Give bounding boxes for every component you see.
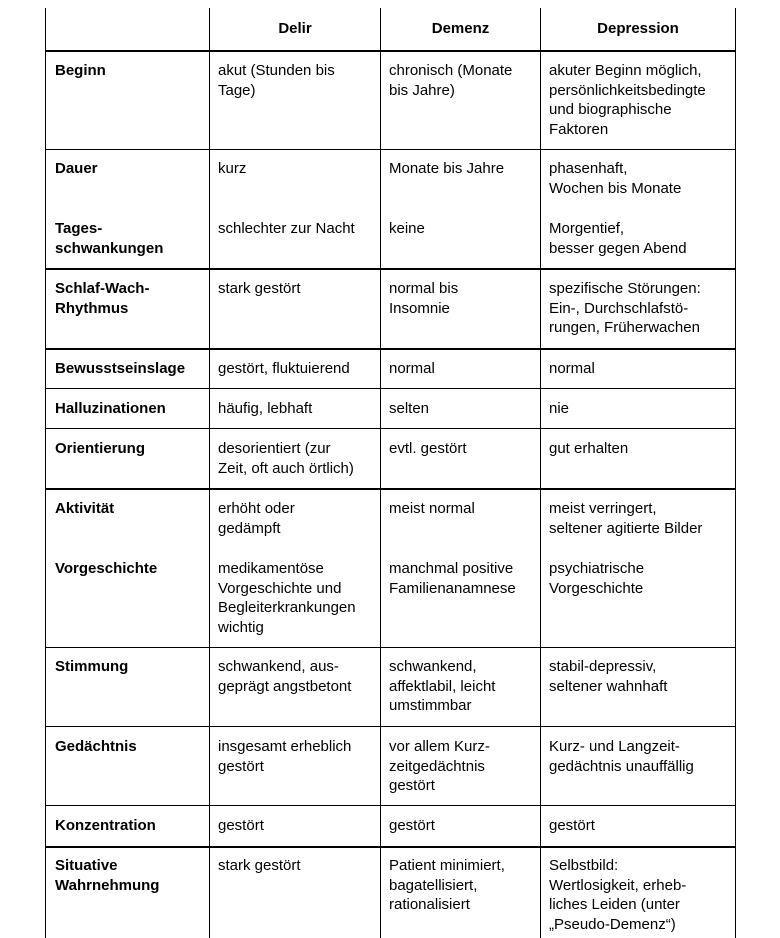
cell-demenz: Monate bis Jahre bbox=[389, 160, 505, 177]
cell-delir: medikamentöse Vorgeschichte und Begleiterkrankungen wichtig bbox=[218, 560, 356, 636]
cell-delir: gestört bbox=[218, 817, 264, 834]
row-label: Orientierung bbox=[55, 440, 146, 457]
cell-depression: gestört bbox=[549, 817, 595, 834]
row-label: Vorgeschichte bbox=[55, 560, 158, 577]
cell-demenz: normal bbox=[389, 360, 435, 377]
cell-demenz: vor allem Kurz- zeitgedächtnis gestört bbox=[389, 738, 490, 794]
row-label: Tages- schwankungen bbox=[55, 220, 164, 257]
cell-demenz: selten bbox=[389, 400, 430, 417]
cell-demenz: gestört bbox=[389, 817, 435, 834]
cell-delir: stark gestört bbox=[218, 857, 301, 874]
cell-delir: gestört, fluktuierend bbox=[218, 360, 350, 377]
cell-demenz: evtl. gestört bbox=[389, 440, 467, 457]
cell-delir: insgesamt erheblich gestört bbox=[218, 738, 352, 775]
cell-delir: schwankend, aus- geprägt angstbetont bbox=[218, 658, 352, 695]
cell-depression: meist verringert, seltener agitierte Bilder bbox=[549, 500, 703, 537]
column-divider bbox=[209, 8, 210, 938]
cell-depression: phasenhaft, Wochen bis Monate bbox=[549, 160, 682, 197]
row-label: Gedächtnis bbox=[55, 738, 137, 755]
column-divider bbox=[540, 8, 541, 938]
cell-depression: Morgentief, besser gegen Abend bbox=[549, 220, 687, 257]
cell-demenz: chronisch (Monate bis Jahre) bbox=[389, 62, 513, 99]
row-divider bbox=[46, 726, 735, 727]
row-label: Stimmung bbox=[55, 658, 129, 675]
cell-demenz: manchmal positive Familienanamnese bbox=[389, 560, 516, 597]
cell-depression: nie bbox=[549, 400, 570, 417]
row-divider bbox=[46, 647, 735, 648]
cell-depression: gut erhalten bbox=[549, 440, 629, 457]
row-divider bbox=[46, 149, 735, 150]
comparison-table bbox=[45, 8, 736, 938]
row-divider bbox=[46, 388, 735, 389]
row-divider bbox=[46, 488, 735, 490]
cell-delir: stark gestört bbox=[218, 280, 301, 297]
row-label: Dauer bbox=[55, 160, 98, 177]
cell-demenz: schwankend, affektlabil, leicht umstimmbar bbox=[389, 658, 496, 714]
cell-depression: stabil-depressiv, seltener wahnhaft bbox=[549, 658, 668, 695]
row-divider bbox=[46, 846, 735, 848]
row-label: Schlaf-Wach- Rhythmus bbox=[55, 280, 150, 317]
row-divider bbox=[46, 348, 735, 350]
cell-demenz: keine bbox=[389, 220, 425, 237]
cell-delir: akut (Stunden bis Tage) bbox=[218, 62, 335, 99]
row-label: Situative Wahrnehmung bbox=[55, 857, 160, 894]
row-label: Aktivität bbox=[55, 500, 115, 517]
header-demenz: Demenz bbox=[431, 20, 490, 37]
cell-demenz: normal bis Insomnie bbox=[389, 280, 459, 317]
cell-delir: desorientiert (zur Zeit, oft auch örtlich) bbox=[218, 440, 354, 477]
cell-depression: spezifische Störungen: Ein-, Durchschlafstö- rungen, Früherwachen bbox=[549, 280, 701, 336]
row-divider bbox=[46, 805, 735, 806]
cell-demenz: Patient minimiert, bagatellisiert, rationalisiert bbox=[389, 857, 505, 913]
cell-depression: Kurz- und Langzeit- gedächtnis unauffällig bbox=[549, 738, 694, 775]
row-divider bbox=[46, 268, 735, 270]
cell-depression: psychiatrische Vorgeschichte bbox=[549, 560, 645, 597]
row-label: Beginn bbox=[55, 62, 106, 79]
cell-depression: normal bbox=[549, 360, 595, 377]
header-delir: Delir bbox=[278, 20, 312, 37]
cell-delir: kurz bbox=[218, 160, 247, 177]
row-divider bbox=[46, 50, 735, 52]
row-divider bbox=[46, 428, 735, 429]
cell-depression: Selbstbild: Wertlosigkeit, erheb- liches Leiden (unter „Pseudo-Demenz“) bbox=[549, 857, 687, 933]
row-label: Konzentration bbox=[55, 817, 156, 834]
header-depression: Depression bbox=[597, 20, 679, 37]
cell-delir: häufig, lebhaft bbox=[218, 400, 313, 417]
row-label: Halluzinationen bbox=[55, 400, 166, 417]
cell-depression: akuter Beginn möglich, persönlichkeitsbedingte und biographische Faktoren bbox=[549, 62, 706, 138]
cell-delir: erhöht oder gedämpft bbox=[218, 500, 295, 537]
column-divider bbox=[380, 8, 381, 938]
cell-demenz: meist normal bbox=[389, 500, 475, 517]
cell-delir: schlechter zur Nacht bbox=[218, 220, 355, 237]
row-label: Bewusstseinslage bbox=[55, 360, 186, 377]
